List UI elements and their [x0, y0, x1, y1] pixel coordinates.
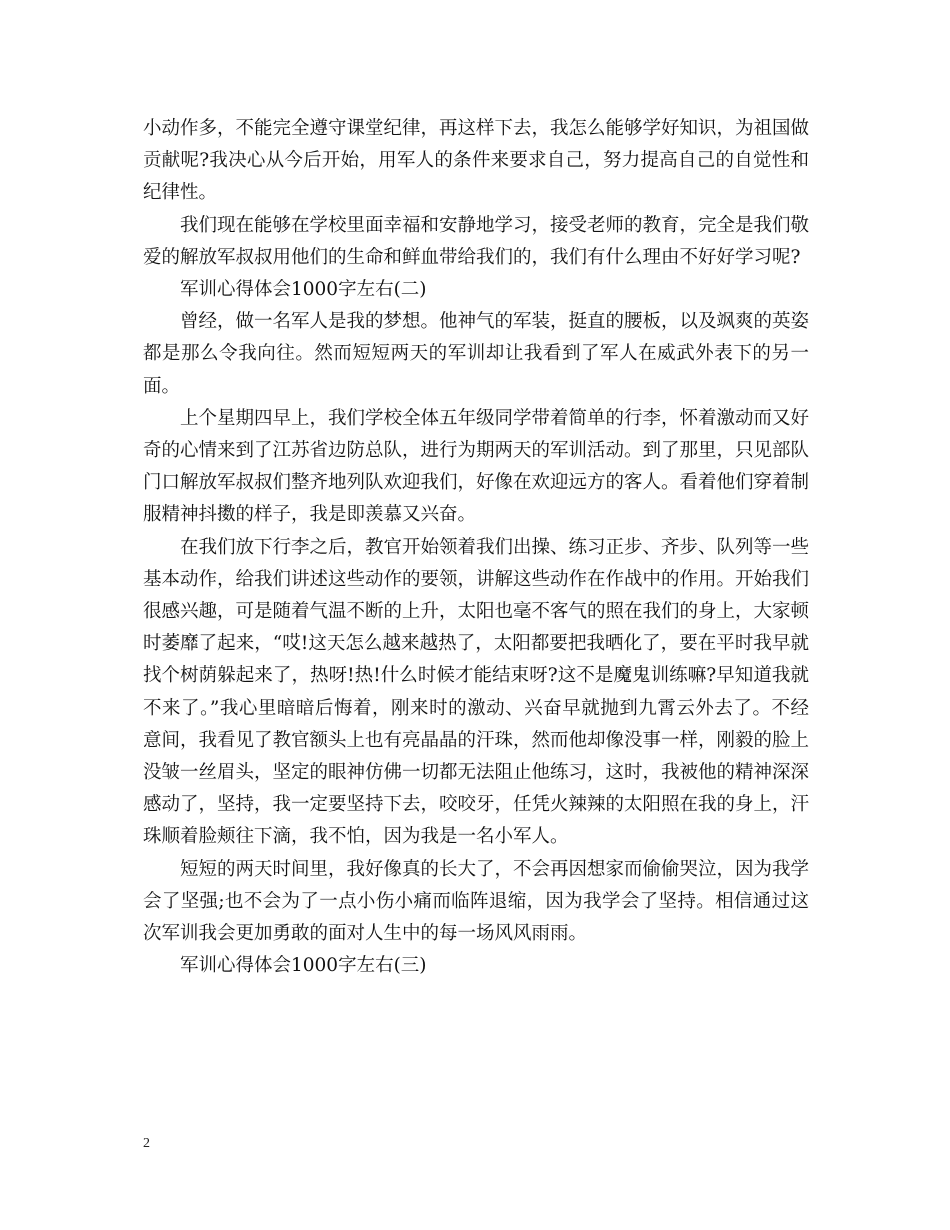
paragraph: 曾经，做一名军人是我的梦想。他神气的军装，挺直的腰板，以及飒爽的英姿都是那么令我向往。然而短短两天的军训却让我看到了军人在威武外表下的另一面。	[143, 311, 810, 397]
paragraph: 短短的两天时间里，我好像真的长大了，不会再因想家而偷偷哭泣，因为我学会了坚强;也不会为了一点小伤小痛而临阵退缩，因为我学会了坚持。相信通过这次军训我会更加勇敢的面对人生中的每一场风风雨雨。	[143, 858, 810, 945]
document-body	[143, 113, 809, 982]
section-heading: 军训心得体会1000字左右(三)	[180, 955, 427, 977]
paragraph: 上个星期四早上，我们学校全体五年级同学带着简单的行李，怀着激动而又好奇的心情来到了江苏省边防总队，进行为期两天的军训活动。到了那里，只见部队门口解放军叔叔们整齐地列队欢迎我们，好像在欢迎远方的客人。看着他们穿着制服精神抖擞的样子，我是即羡慕又兴奋。	[143, 407, 810, 526]
page-number: 2	[143, 1136, 150, 1151]
section-heading: 军训心得体会1000字左右(二)	[180, 279, 427, 301]
paragraph-continuation: 小动作多，不能完全遵守课堂纪律，再这样下去，我怎么能够学好知识，为祖国做贡献呢?我决心从今后开始，用军人的条件来要求自己，努力提高自己的自觉性和纪律性。	[143, 118, 810, 204]
paragraph: 我们现在能够在学校里面幸福和安静地学习，接受老师的教育，完全是我们敬爱的解放军叔叔用他们的生命和鲜血带给我们的，我们有什么理由不好好学习呢?	[143, 214, 810, 268]
paragraph: 在我们放下行李之后，教官开始领着我们出操、练习正步、齐步、队列等一些基本动作，给我们讲述这些动作的要领，讲解这些动作在作战中的作用。开始我们很感兴趣，可是随着气温不断的上升，太阳也毫不客气的照在我们的身上，大家顿时萎靡了起来，“哎!这天怎么越来越热了，太阳都要把我晒化了，要在平时我早就找个树荫躲起来了，热呀!热!什么时候才能结束呀?这不是魔鬼训练嘛?早知道我就不来了。”我心里暗暗后悔着，刚来时的激动、兴奋早就抛到九霄云外去了。不经意间，我看见了教官额头上也有亮晶晶的汗珠，然而他却像没事一样，刚毅的脸上没皱一丝眉头，坚定的眼神仿佛一切都无法阻止他练习，这时，我被他的精神深深感动了，坚持，我一定要坚持下去，咬咬牙，任凭火辣辣的太阳照在我的身上，汗珠顺着脸颊往下滴，我不怕，因为我是一名小军人。	[143, 536, 810, 848]
